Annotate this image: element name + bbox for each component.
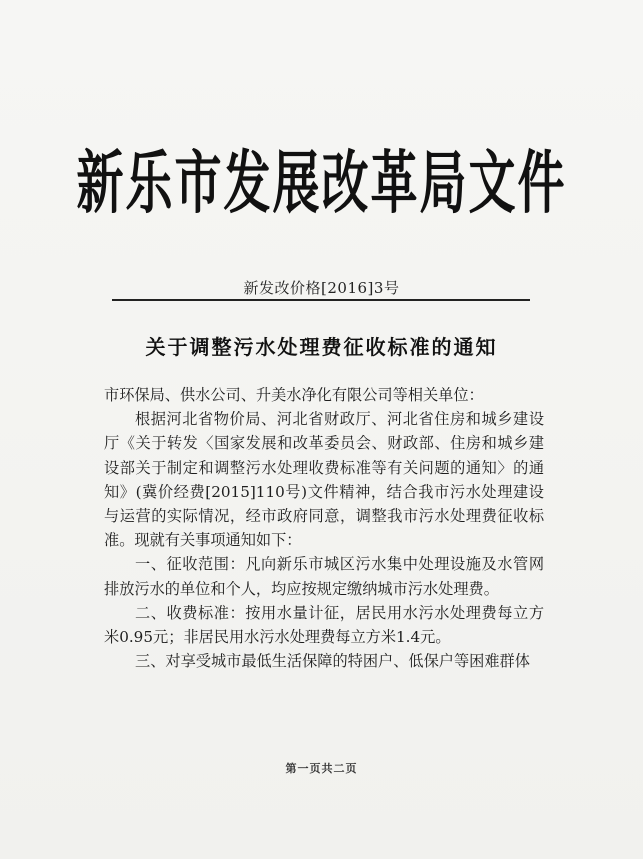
notice-title: 关于调整污水处理费征收标准的通知 [145,335,498,359]
paragraph-exemption: 三、对享受城市最低生活保障的特困户、低保户等困难群体 [135,652,530,671]
salutation: 市环保局、供水公司、升美水净化有限公司等相关单位： [104,386,484,404]
header-rule [112,299,530,301]
document-body [104,383,544,673]
page-footer: 第一页共二页 [285,762,358,775]
document-number: 新发改价格[2016]3号 [243,279,400,297]
paragraph-scope: 一、征收范围：凡向新乐市城区污水集中处理设施及水管网排放污水的单位和个人，均应按规定缴纳城市污水处理费。 [104,555,544,598]
paragraph-fee-standard: 二、收费标准：按用水量计征，居民用水污水处理费每立方米0.95元；非居民用水污水处理费每立方米1.4元。 [104,603,544,647]
document-header-title: 新乐市发展改革局文件 [76,144,567,224]
paragraph-basis: 根据河北省物价局、河北省财政厅、河北省住房和城乡建设厅《关于转发〈国家发展和改革委员会、财政部、住房和城乡建设部关于制定和调整污水处理收费标准等有关问题的通知〉的通知》(冀价经费[2015]110号)文件精神，结合我市污水处理建设与运营的实际情况，经市政府同意，调整我市污水处理费征收标准。现就有关事项通知如下： [104,410,544,550]
